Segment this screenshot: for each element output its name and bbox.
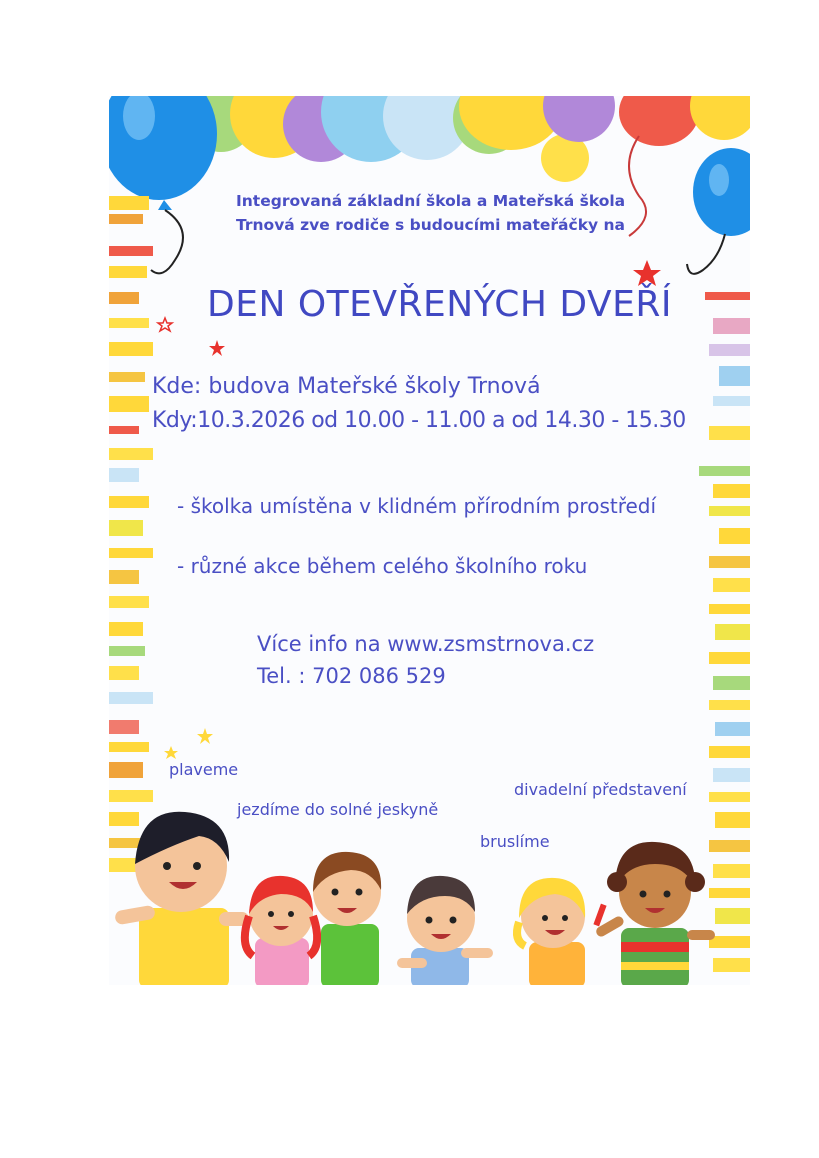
activity-cave: jezdíme do solné jeskyně xyxy=(237,800,439,819)
poster xyxy=(109,96,750,985)
info-line: Více info na www.zsmstrnova.cz xyxy=(257,632,595,656)
activity-swim: plaveme xyxy=(169,760,239,779)
when-line xyxy=(152,408,686,433)
when-value: 10.3.2026 od 10.00 - 11.00 a od 14.30 - 15.30 xyxy=(197,408,686,433)
activity-theatre: divadelní představení xyxy=(514,780,687,799)
activity-skate: bruslíme xyxy=(480,832,550,851)
where-line xyxy=(152,374,541,399)
right-border xyxy=(699,292,750,972)
where-value: budova Mateřské školy Trnová xyxy=(208,374,541,399)
where-label: Kde: xyxy=(152,374,202,399)
balloon-cluster xyxy=(187,96,750,182)
left-border xyxy=(109,196,153,872)
event-title: DEN OTEVŘENÝCH DVEŘÍ xyxy=(207,284,672,325)
feature-bullet-1: - školka umístěna v klidném přírodním prostředí xyxy=(177,494,657,518)
when-label: Kdy: xyxy=(152,408,198,433)
intro-line-2: Trnová zve rodiče s budoucími mateřáčky na xyxy=(236,216,626,234)
feature-bullet-2: - různé akce během celého školního roku xyxy=(177,554,588,578)
child-illustration xyxy=(114,812,715,985)
intro-line-1: Integrovaná základní škola a Mateřská škola xyxy=(236,192,626,210)
balloon-icon xyxy=(687,148,750,274)
tel-line: Tel. : 702 086 529 xyxy=(257,664,446,688)
